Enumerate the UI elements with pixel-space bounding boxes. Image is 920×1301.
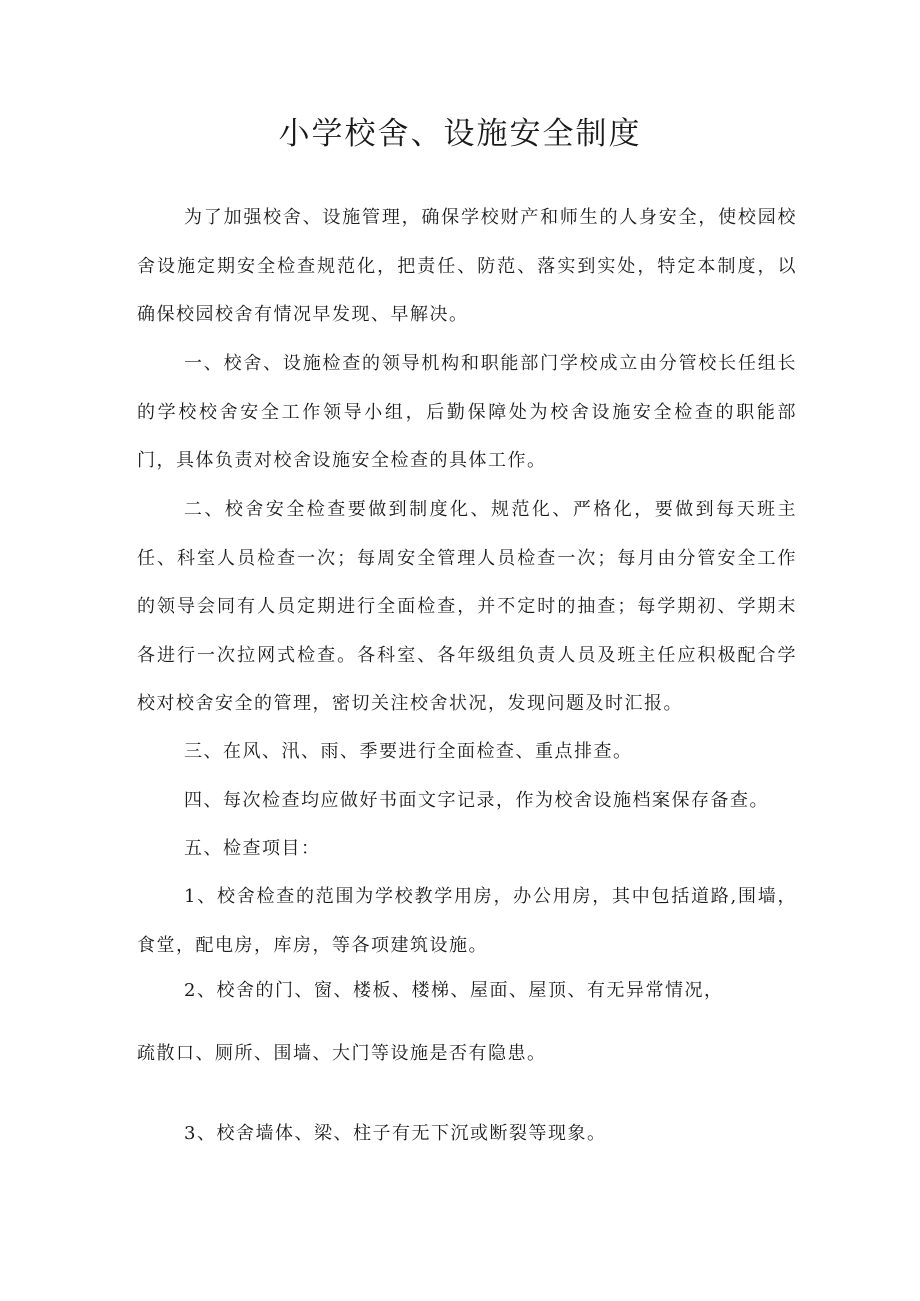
- paragraph-item-2-line-2: 疏散口、厕所、围墙、大门等设施是否有隐患。: [137, 1043, 547, 1064]
- paragraph-item-3: 3、校舍墙体、梁、柱子有无下沉或断裂等现象。: [184, 1123, 607, 1144]
- paragraph-item-1: 1、校舍检查的范围为学校教学用房，办公用房，其中包括道路,围墙，食堂，配电房，库房，等各项建筑设施。: [137, 886, 797, 956]
- paragraph-section-three: 三、在风、汛、雨、季要进行全面检查、重点排查。: [184, 741, 633, 762]
- paragraph-section-two: 二、校舍安全检查要做到制度化、规范化、严格化，要做到每天班主任、科室人员检查一次；每周安全管理人员检查一次；每月由分管安全工作的领导会同有人员定期进行全面检查，并不定时的抽查；每学期初、学期末各进行一次拉网式检查。各科室、各年级组负责人员及班主任应积极配合学校对校舍安全的管理，密切关注校舍状况，发现问题及时汇报。: [137, 499, 797, 714]
- paragraph-section-five: 五、检查项目：: [184, 838, 321, 859]
- paragraph-section-one: 一、校舍、设施检查的领导机构和职能部门学校成立由分管校长任组长的学校校舍安全工作领导小组，后勤保障处为校舍设施安全检查的职能部门，具体负责对校舍设施安全检查的具体工作。: [137, 353, 797, 471]
- paragraph-item-2-line-1: 2、校舍的门、窗、楼板、楼梯、屋面、屋顶、有无异常情况，: [184, 980, 724, 1001]
- paragraph-intro: 为了加强校舍、设施管理，确保学校财产和师生的人身安全，使校园校舍设施定期安全检查规范化，把责任、防范、落实到实处，特定本制度，以确保校园校舍有情况早发现、早解决。: [137, 207, 797, 325]
- document-title: 小学校舍、设施安全制度: [278, 116, 642, 152]
- paragraph-section-four: 四、每次检查均应做好书面文字记录，作为校舍设施档案保存备查。: [184, 790, 769, 811]
